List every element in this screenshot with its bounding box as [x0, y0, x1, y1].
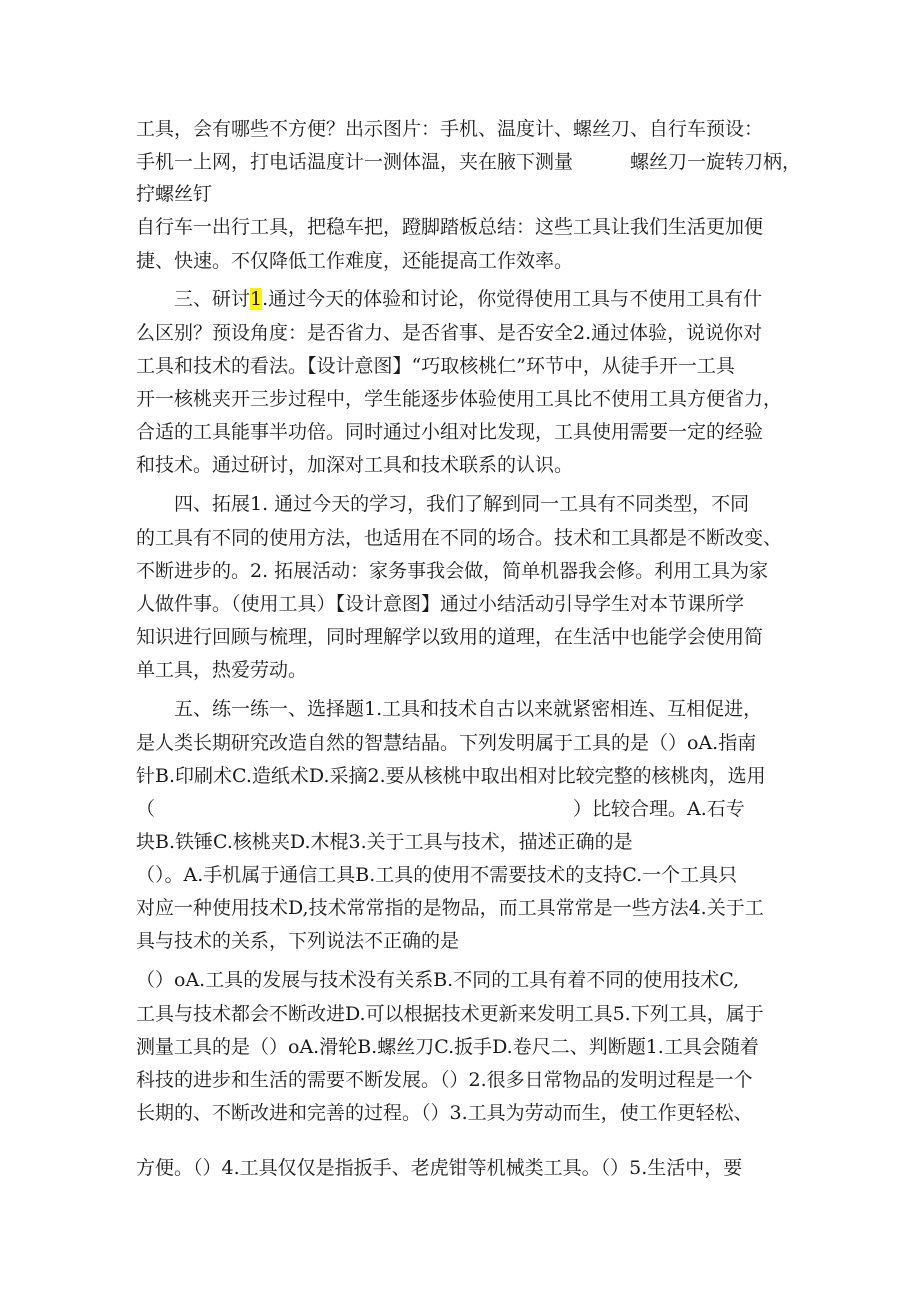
text-line: 科技的进步和生活的需要不断发展。（）2.很多日常物品的发明过程是一个 [136, 1069, 753, 1091]
text-line: 方便。（）4.工具仅仅是指扳手、老虎钳等机械类工具。（）5.生活中，要 [136, 1157, 743, 1179]
text-line: 的工具有不同的使用方法，也适用在不同的场合。技术和工具都是不断改变、 [136, 527, 783, 549]
text-line: 工具与技术都会不断改进D.可以根据技术更新来发明工具5.下列工具，属于 [136, 1003, 764, 1025]
text-line: （）。A.手机属于通信工具B.工具的使用不需要技术的支持C.一个工具只 [136, 864, 738, 886]
text-line: 具与技术的关系，下列说法不正确的是 [136, 930, 460, 952]
text-line: 捷、快速。不仅降低工作难度，还能提高工作效率。 [136, 250, 574, 272]
text-line: 知识进行回顾与梳理，同时理解学以致用的道理，在生活中也能学会使用简 [136, 626, 764, 648]
text-line: （ ）比较合理。A.石专 [136, 798, 745, 820]
text-line: 不断进步的。2. 拓展活动：家务事我会做，简单机器我会修。利用工具为家 [136, 560, 769, 582]
text-line: 块B.铁锤C.核桃夹D.木棍3.关于工具与技术，描述正确的是 [136, 831, 633, 853]
text-line: 合适的工具能事半功倍。同时通过小组对比发现，工具使用需要一定的经验 [136, 421, 764, 443]
text-line: 工具和技术的看法。【设计意图】“巧取核桃仁”环节中，从徒手开一工具 [136, 355, 735, 377]
text-line: 手机一上网，打电话温度计一测体温，夹在腋下测量 螺丝刀一旋转刀柄， [136, 151, 802, 173]
text-line: 单工具，热爱劳动。 [136, 659, 308, 681]
text-line: 测量工具的是（）oA.滑轮B.螺丝刀C.扳手D.卷尺二、判断题1.工具会随着 [136, 1036, 759, 1058]
text-line: 工具，会有哪些不方便？出示图片：手机、温度计、螺丝刀、自行车预设： [136, 118, 764, 140]
text-line: （）oA.工具的发展与技术没有关系B.不同的工具有着不同的使用技术C, [136, 969, 740, 991]
section-three-heading-line [136, 287, 796, 311]
highlighted-number: 1 [250, 288, 263, 310]
text-line: 对应一种使用技术D,技术常常指的是物品，而工具常常是一些方法4.关于工 [136, 897, 764, 919]
text-line: 自行车一出行工具，把稳车把，蹬脚踏板总结：这些工具让我们生活更加便 [136, 216, 764, 238]
text-line: 针B.印刷术C.造纸术D.采摘2.要从核桃中取出相对比较完整的核桃肉，选用 [136, 765, 766, 787]
text-line: 么区别？预设角度：是否省力、是否省事、是否安全2.通过体验，说说你对 [136, 322, 763, 344]
text-line: 人做件事。（使用工具）【设计意图】通过小结活动引导学生对本节课所学 [136, 593, 745, 615]
text-run: .通过今天的体验和讨论，你觉得使用工具与不使用工具有什 [262, 288, 763, 310]
text-line: 开一核桃夹开三步过程中，学生能逐步体验使用工具比不使用工具方便省力， [136, 388, 783, 410]
text-line: 和技术。通过研讨，加深对工具和技术联系的认识。 [136, 454, 574, 476]
text-line: 拧螺丝钉 [136, 183, 213, 205]
text-line: 是人类长期研究改造自然的智慧结晶。下列发明属于工具的是（）oA.指南 [136, 732, 757, 754]
section-heading: 三、研讨 [136, 288, 251, 310]
text-line: 四、拓展1. 通过今天的学习，我们了解到同一工具有不同类型，不同 [136, 493, 750, 515]
text-line: 五、练一练一、选择题1.工具和技术自古以来就紧密相连、互相促进， [136, 698, 763, 720]
text-line: 长期的、不断改进和完善的过程。（）3.工具为劳动而生，使工作更轻松、 [136, 1102, 753, 1124]
